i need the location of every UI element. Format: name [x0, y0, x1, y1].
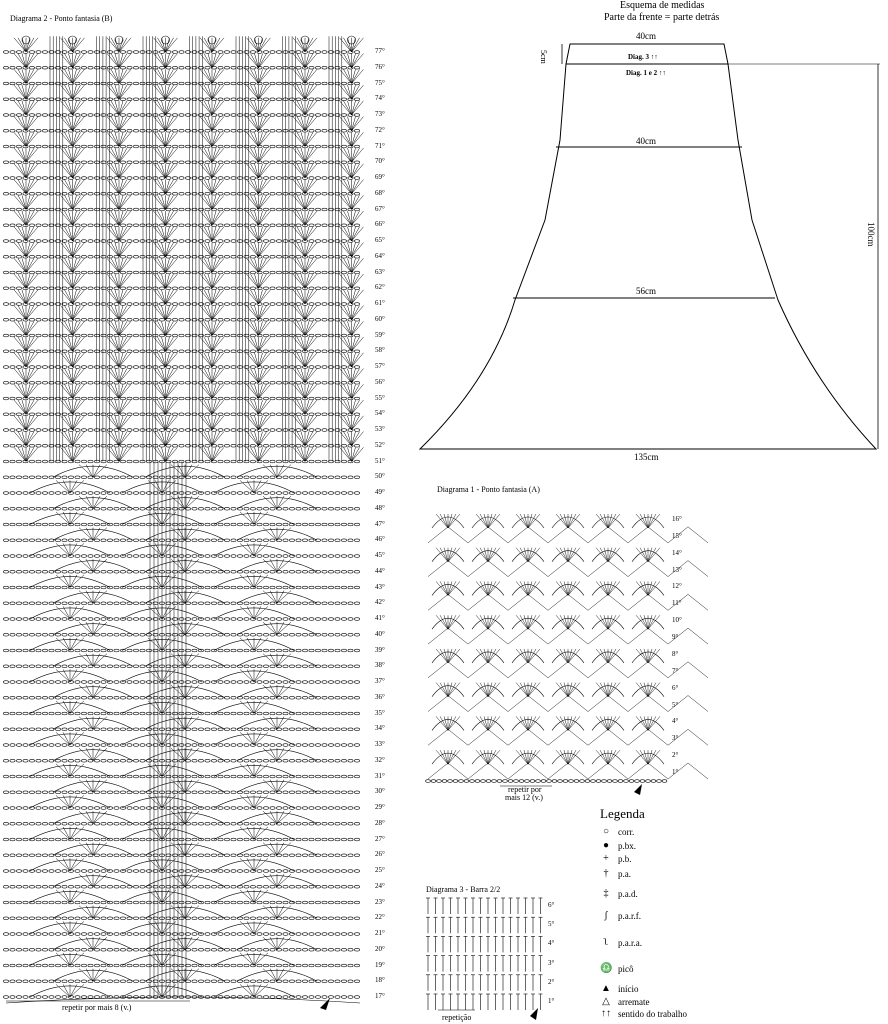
diagram2-title: Diagrama 2 - Ponto fantasia (B) — [10, 14, 113, 23]
